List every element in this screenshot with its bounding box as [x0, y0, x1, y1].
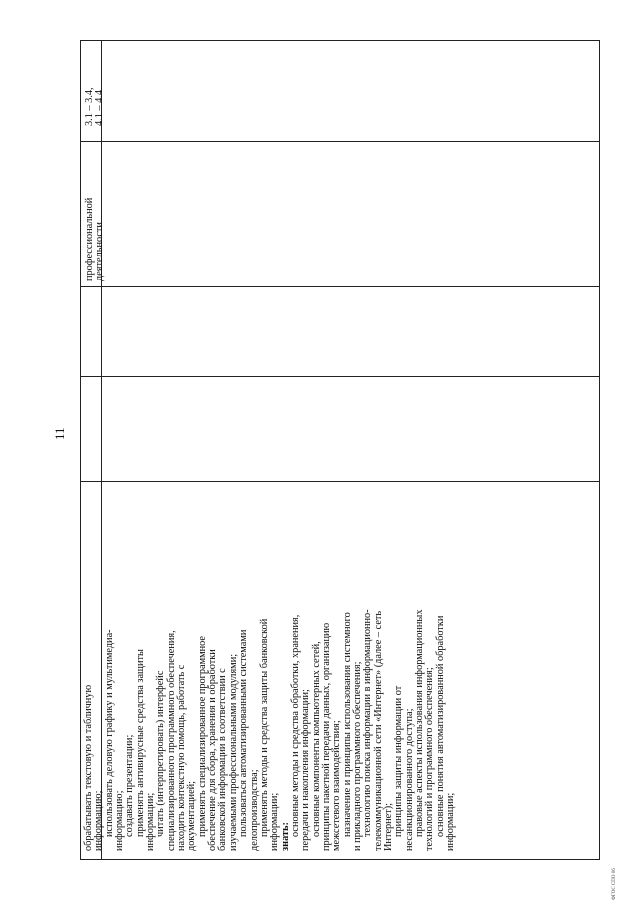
- footer-code: ФГОС СПО 06: [612, 868, 617, 900]
- content-line: использовать деловую графику и мультимедиа-: [103, 629, 115, 837]
- content-line: информации;: [445, 792, 457, 851]
- content-line: информации;: [145, 792, 157, 851]
- content-line: применять специализированное программное: [196, 635, 208, 837]
- table-row-divider: [81, 286, 599, 287]
- content-line: принципы защиты информации от: [393, 685, 405, 837]
- content-line: основные понятия автоматизированной обработки: [434, 615, 446, 837]
- content-line: документацией;: [186, 780, 198, 851]
- table-row-divider: [81, 481, 599, 482]
- content-line: банковской информации в соответствии с: [217, 668, 229, 851]
- content-line: знать:: [279, 822, 291, 851]
- content-line: основные компоненты компьютерных сетей,: [310, 641, 322, 837]
- content-line: информации;: [269, 792, 281, 851]
- content-line: технологию поиска информации в информационно-: [362, 609, 374, 837]
- content-line: делопроизводства;: [248, 769, 260, 851]
- competencies-cell: [85, 87, 106, 126]
- content-line: назначение и принципы использования системного: [341, 612, 353, 837]
- content-line: основные методы и средства обработки, хранения,: [289, 614, 301, 837]
- content-line: технологий и программного обеспечения;: [424, 667, 436, 851]
- content-line: находить контекстную помощь, работать с: [176, 664, 188, 851]
- content-line: применять антивирусные средства защиты: [134, 649, 146, 837]
- activity-line-2: деятельности: [94, 222, 106, 281]
- content-line: принципы пакетной передачи данных, организацию: [320, 622, 332, 851]
- content-line: и прикладного программного обеспечения;: [351, 661, 363, 851]
- page-number: 11: [52, 427, 67, 440]
- requirements-table: [80, 40, 600, 860]
- competencies-line-2: 4.1 – 4.4: [94, 89, 106, 126]
- content-line: обеспечение для сбора, хранения и обработки: [207, 649, 219, 851]
- activity-cell: [85, 198, 106, 281]
- content-line: передачи и накопления информации;: [300, 689, 312, 851]
- activity-line-1: профессиональной: [84, 197, 95, 281]
- content-line: информацию;: [114, 790, 126, 851]
- content-line: создавать презентации;: [124, 734, 136, 837]
- content-line: изучаемыми профессиональными модулями;: [227, 653, 239, 851]
- table-row-divider: [81, 376, 599, 377]
- competencies-line-1: 3.1 – 3.4,: [84, 87, 95, 126]
- content-line: информацию;: [93, 790, 105, 851]
- content-line: несанкционированного доступа;: [403, 708, 415, 851]
- content-line: межсетевого взаимодействия;: [331, 720, 343, 851]
- content-line: телекоммуникационной сети «Интернет» (далее – сеть: [372, 610, 384, 851]
- content-line: пользоваться автоматизированными системами: [238, 629, 250, 837]
- table-row-divider: [81, 141, 599, 142]
- skills-knowledge-cell: [84, 609, 456, 851]
- content-line: правовые аспекты использования информационных: [414, 609, 425, 837]
- content-line: Интернет);: [382, 802, 394, 851]
- content-line: специализированного программного обеспечения,: [165, 630, 177, 851]
- content-line: применять методы и средства защиты банковской: [258, 618, 270, 837]
- content-line: обрабатывать текстовую и табличную: [83, 684, 94, 851]
- content-line: читать (интерпретировать) интерфейс: [155, 670, 167, 837]
